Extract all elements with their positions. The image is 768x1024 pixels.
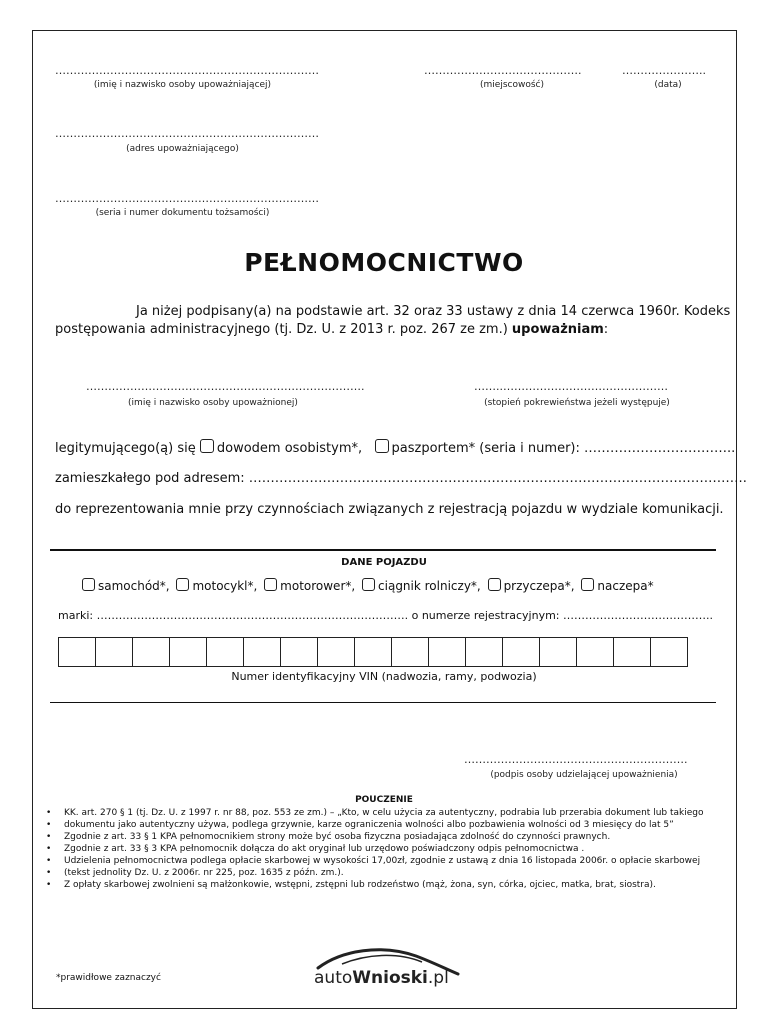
- id-document-caption: (seria i numer dokumentu tożsamości): [95, 208, 270, 218]
- vin-cell[interactable]: [317, 637, 355, 667]
- id-card-checkbox[interactable]: [200, 439, 214, 453]
- place-field[interactable]: …………………………………….: [424, 64, 582, 77]
- proxy-name-caption: (imię i nazwisko osoby upoważnionej): [128, 398, 298, 408]
- notice-heading: POUCZENIE: [355, 795, 413, 805]
- vin-grid: [58, 637, 687, 667]
- vin-cell[interactable]: [502, 637, 540, 667]
- notice-item: • Z opłaty skarbowej zwolnieni są małżonkowie, wstępni, zstępni lub rodzeństwo (mąż, żona, syn, córka, ojciec, matka, brat, siostra).: [46, 879, 726, 891]
- vehicle-type-semitrailer: naczepa*: [597, 579, 654, 593]
- vin-cell[interactable]: [576, 637, 614, 667]
- place-caption: (miejscowość): [480, 80, 544, 90]
- intro-line-1: Ja niżej podpisany(a) na podstawie art. 32 oraz 33 ustawy z dnia 14 czerwca 1960r. Kodeks: [136, 304, 731, 319]
- vehicle-type-car: samochód*,: [98, 579, 170, 593]
- logo-part-tld: .pl: [427, 968, 449, 988]
- intro-line-2-text: postępowania administracyjnego (tj. Dz. U. z 2013 r. poz. 267 ze zm.): [55, 322, 512, 337]
- vin-cell[interactable]: [428, 637, 466, 667]
- vin-cell[interactable]: [465, 637, 503, 667]
- vin-caption: Numer identyfikacyjny VIN (nadwozia, ramy, podwozia): [231, 670, 537, 683]
- logo-part-auto: auto: [314, 968, 353, 988]
- vin-cell[interactable]: [354, 637, 392, 667]
- date-field[interactable]: …………………..: [622, 64, 706, 77]
- vehicle-heading: DANE POJAZDU: [341, 557, 427, 568]
- id-card-label: dowodem osobistym*,: [216, 441, 363, 456]
- residence-address-field[interactable]: zamieszkałego pod adresem: …………………………………………………………………………………………………….: [55, 471, 747, 486]
- notice-item: • Udzielenia pełnomocnictwa podlega opłacie skarbowej w wysokości 17,00zł, zgodnie z ustawą z dnia 16 listopada 2006r. o opłacie skarbowej: [46, 855, 726, 867]
- vehicle-type-trailer: przyczepa*,: [503, 579, 575, 593]
- proxy-name-field[interactable]: ………………………………………………………………….: [86, 380, 365, 393]
- moped-checkbox[interactable]: [264, 578, 277, 591]
- logo-part-wnioski: Wnioski: [352, 968, 428, 988]
- notice-item: • Zgodnie z art. 33 § 1 KPA pełnomocnikiem strony może być osoba fizyczna posiadająca zdolność do czynności prawnych.: [46, 831, 726, 843]
- identity-line: [55, 439, 735, 456]
- footnote: *prawidłowe zaznaczyć: [56, 973, 161, 983]
- identity-prefix: legitymującego(ą) się: [55, 441, 196, 456]
- grantor-name-caption: (imię i nazwisko osoby upoważniającej): [93, 80, 272, 90]
- intro-line-2: [55, 322, 608, 337]
- vin-cell[interactable]: [95, 637, 133, 667]
- vin-cell[interactable]: [391, 637, 429, 667]
- section-divider-bottom: [50, 702, 716, 703]
- vin-cell[interactable]: [650, 637, 688, 667]
- relation-caption: (stopień pokrewieństwa jeżeli występuje): [484, 398, 670, 408]
- document-title: PEŁNOMOCNICTWO: [244, 248, 524, 277]
- vin-cell[interactable]: [243, 637, 281, 667]
- relation-field[interactable]: ……..………………………………………: [474, 380, 668, 393]
- passport-label: paszportem* (seria i numer): ……………………………..: [391, 441, 736, 456]
- vehicle-type-options: [82, 578, 654, 593]
- notice-list: [46, 807, 726, 891]
- grantor-address-field[interactable]: ………………………………………………………………: [55, 127, 319, 140]
- notice-item: • Zgodnie z art. 33 § 3 KPA pełnomocnik dołącza do akt oryginał lub urzędowo poświadczony odpis pełnomocnictwa .: [46, 843, 726, 855]
- notice-item: • KK. art. 270 § 1 (tj. Dz. U. z 1997 r. nr 88, poz. 553 ze zm.) – „Kto, w celu użycia za autentyczny, podrabia lub przerabia dokument lub takiego: [46, 807, 726, 819]
- purpose-text: do reprezentowania mnie przy czynnościach związanych z rejestracją pojazdu w wydziale komunikacji.: [55, 502, 724, 517]
- passport-checkbox[interactable]: [375, 439, 389, 453]
- vehicle-type-motorcycle: motocykl*,: [192, 579, 258, 593]
- vin-cell[interactable]: [58, 637, 96, 667]
- vin-cell[interactable]: [169, 637, 207, 667]
- vin-cell[interactable]: [206, 637, 244, 667]
- date-caption: (data): [654, 80, 682, 90]
- vin-cell[interactable]: [280, 637, 318, 667]
- grantor-address-caption: (adres upoważniającego): [126, 144, 239, 154]
- notice-item-continuation: • dokumentu jako autentyczny używa, podlega grzywnie, karze ograniczenia wolności albo pozbawienia wolności od 3 miesięcy do lat 5”: [46, 819, 726, 831]
- signature-field[interactable]: …………………………………………………….: [464, 753, 688, 766]
- intro-colon: :: [603, 322, 609, 337]
- tractor-checkbox[interactable]: [362, 578, 375, 591]
- trailer-checkbox[interactable]: [488, 578, 501, 591]
- make-registration-field[interactable]: marki: …………………………………………………………………………. o numerze rejestracyjnym: …………………………………..: [58, 609, 713, 622]
- vehicle-type-tractor: ciągnik rolniczy*,: [378, 579, 481, 593]
- logo-wordmark: [314, 968, 449, 988]
- vin-cell[interactable]: [613, 637, 651, 667]
- car-checkbox[interactable]: [82, 578, 95, 591]
- section-divider-top: [50, 549, 716, 551]
- vin-cell[interactable]: [539, 637, 577, 667]
- vehicle-type-moped: motorower*,: [280, 579, 356, 593]
- grantor-name-field[interactable]: ………………………………………………………………: [55, 64, 319, 77]
- motorcycle-checkbox[interactable]: [176, 578, 189, 591]
- vin-cell[interactable]: [132, 637, 170, 667]
- semitrailer-checkbox[interactable]: [581, 578, 594, 591]
- intro-authorize-word: upoważniam: [511, 322, 604, 337]
- notice-item-continuation: • (tekst jednolity Dz. U. z 2006r. nr 225, poz. 1635 z późn. zm.).: [46, 867, 726, 879]
- signature-caption: (podpis osoby udzielającej upoważnienia): [490, 770, 678, 780]
- id-document-field[interactable]: ………………………………………………………………: [55, 192, 319, 205]
